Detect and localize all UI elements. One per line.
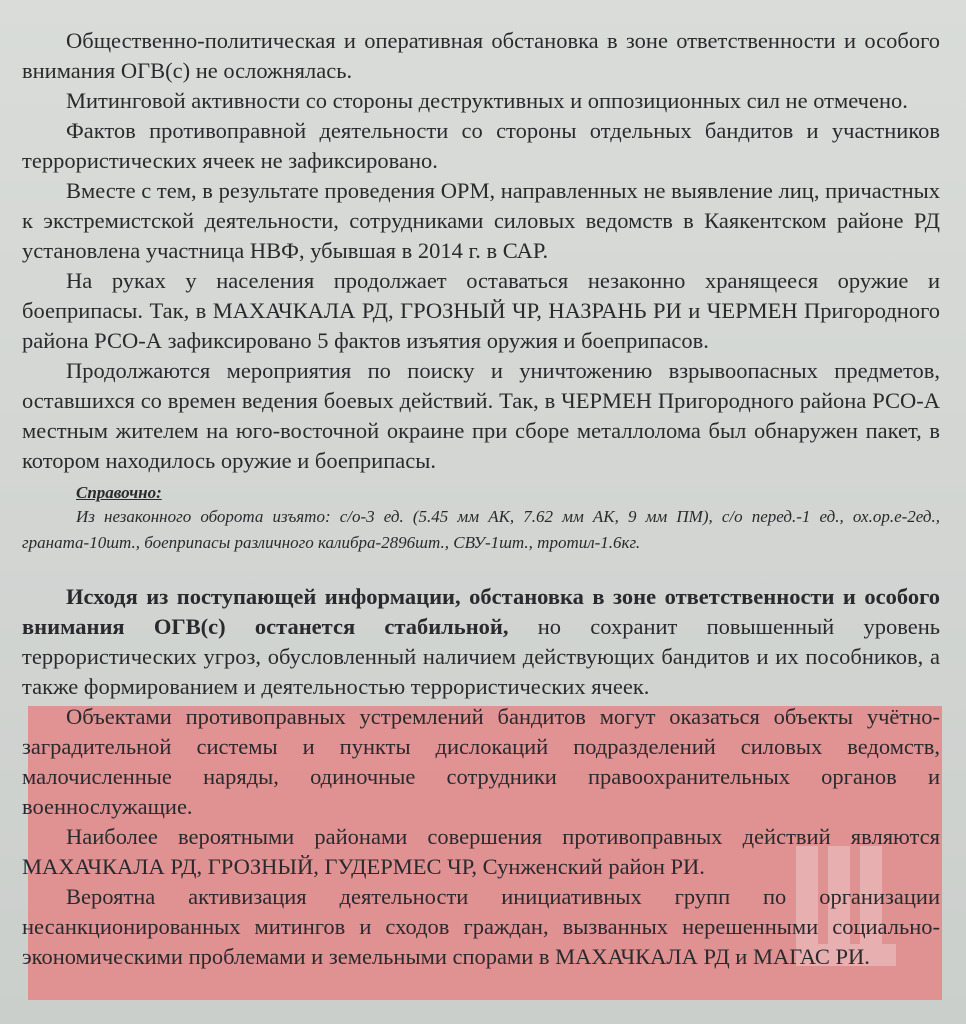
- reference-title: Справочно:: [76, 483, 162, 502]
- paragraph-rallies: Митинговой активности со стороны деструктивных и оппозиционных сил не отмечено.: [66, 88, 908, 113]
- reference-text: Из незаконного оборота изъято: с/о-3 ед. (5.45 мм АК, 7.62 мм АК, 9 мм ПМ), с/о перед.-1 ед., ох.ор.е-2ед., граната-10шт., боеприпасы различного калибра-2896шт., СВУ-1шт., тротил-1.6кг.: [22, 507, 940, 552]
- document-body: [22, 26, 940, 972]
- assessment-bold: Исходя из поступающей информации, обстановка в зоне ответственности и особого внимания ОГВ(с) останется стабильной,: [22, 584, 940, 639]
- paragraph-orm-results: Вместе с тем, в результате проведения ОРМ, направленных не выявление лиц, причастных к экстремистской деятельности, сотрудниками силовых ведомств в Каякентском районе РД установлена участница НВФ, убывшая в 2014 г. в САР.: [22, 178, 940, 263]
- paragraph-weapons: На руках у населения продолжает оставаться незаконно хранящееся оружие и боеприпасы. Так, в МАХАЧКАЛА РД, ГРОЗНЫЙ ЧР, НАЗРАНЬ РИ и ЧЕРМЕН Пригородного района РСО-А зафиксировано 5 фактов изъятия оружия и боеприпасов.: [22, 268, 940, 353]
- reference-block: [22, 482, 940, 556]
- highlighted-paragraph-protests: Вероятна активизация деятельности инициативных групп по организации несанкционированных митингов и сходов граждан, вызванных нерешенными социально-экономическими проблемами и земельными спорами в МАХАЧКАЛА РД и МАГАС РИ.: [22, 884, 940, 969]
- highlighted-paragraph-targets: Объектами противоправных устремлений бандитов могут оказаться объекты учётно-заградительной системы и пункты дислокаций подразделений силовых ведомств, малочисленные наряды, одиночные сотрудники правоохранительных органов и военнослужащие.: [22, 704, 940, 819]
- paragraph-explosives: Продолжаются мероприятия по поиску и уничтожению взрывоопасных предметов, оставшихся со времен ведения боевых действий. Так, в ЧЕРМЕН Пригородного района РСО-А местным жителем на юго-восточной окраине при сборе металлолома был обнаружен пакет, в котором находилось оружие и боеприпасы.: [22, 358, 940, 473]
- assessment-rest: но сохранит повышенный уровень террористических угроз, обусловленный наличием действующих бандитов и их пособников, а также формированием и деятельностью террористических ячеек.: [22, 614, 941, 699]
- paragraph-situation: Общественно-политическая и оперативная обстановка в зоне ответственности и особого внимания ОГВ(с) не осложнялась.: [22, 28, 940, 83]
- paragraph-assessment: [22, 582, 940, 702]
- highlighted-paragraph-areas: Наиболее вероятными районами совершения противоправных действий являются МАХАЧКАЛА РД, ГРОЗНЫЙ, ГУДЕРМЕС ЧР, Сунженский район РИ.: [22, 824, 940, 879]
- paragraph-illegal-activity: Фактов противоправной деятельности со стороны отдельных бандитов и участников террористических ячеек не зафиксировано.: [22, 118, 940, 173]
